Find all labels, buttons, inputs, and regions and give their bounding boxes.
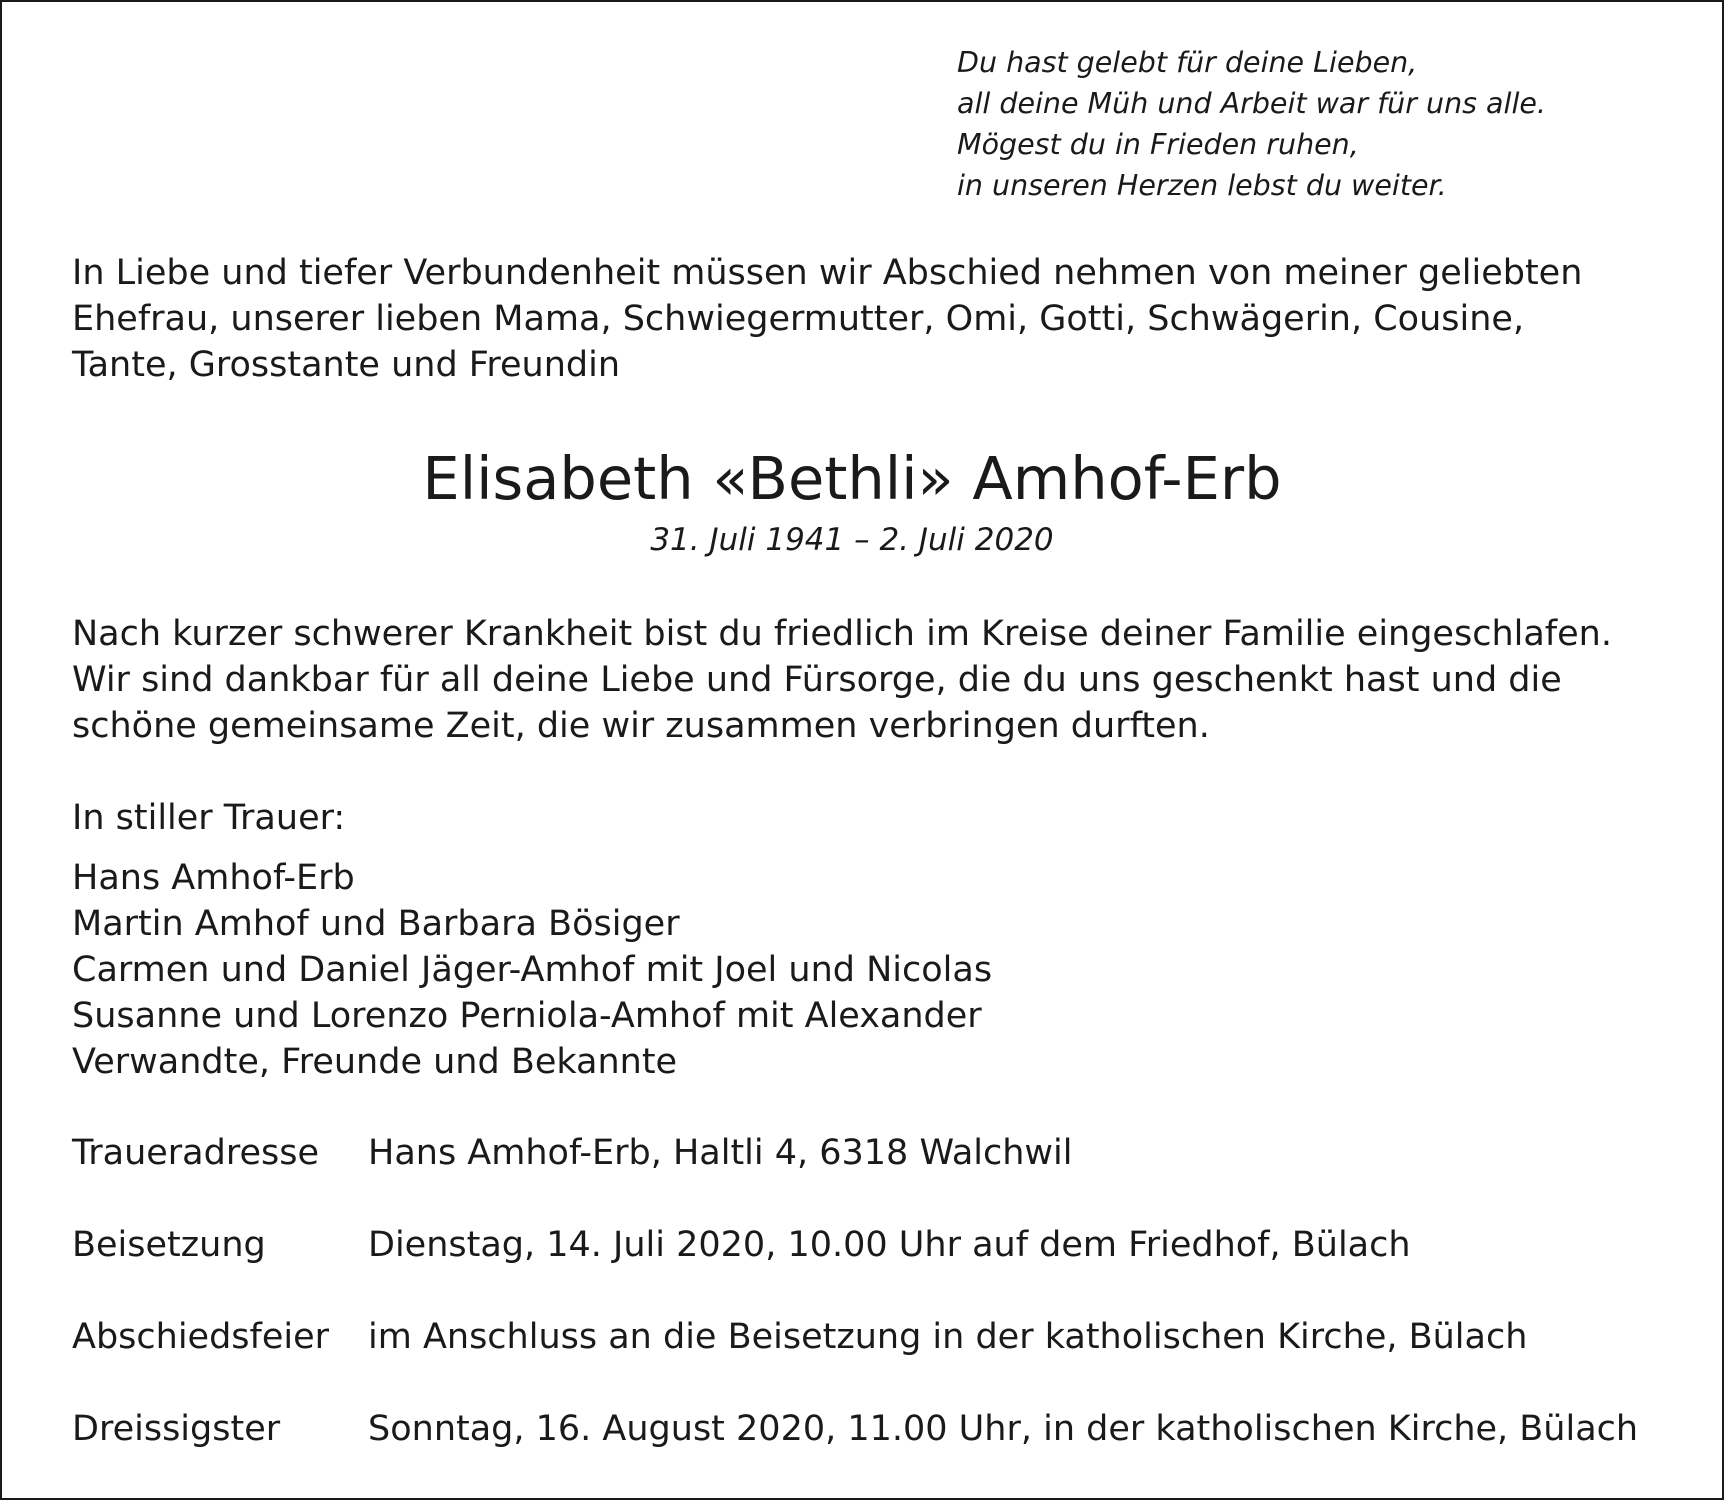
detail-label: Dreissigster bbox=[72, 1409, 281, 1449]
detail-value: Sonntag, 16. August 2020, 11.00 Uhr, in der katholischen Kirche, Bülach bbox=[368, 1409, 1639, 1449]
mourner-name: Verwandte, Freunde und Bekannte bbox=[72, 1042, 678, 1082]
mourner-name: Hans Amhof-Erb bbox=[72, 858, 355, 898]
detail-row-thirtieth-day-mass bbox=[72, 1406, 1638, 1498]
mourning-heading: In stiller Trauer: bbox=[72, 798, 346, 838]
poem-line: Mögest du in Frieden ruhen, bbox=[957, 128, 1359, 161]
poem-line: all deine Müh und Arbeit war für uns alle. bbox=[957, 87, 1546, 120]
message-line: Nach kurzer schwerer Krankheit bist du friedlich im Kreise deiner Familie eingeschlafen. bbox=[72, 614, 1612, 654]
message-line: Wir sind dankbar für all deine Liebe und Fürsorge, die du uns geschenkt hast und die bbox=[72, 660, 1562, 700]
intro-line: Ehefrau, unserer lieben Mama, Schwiegermutter, Omi, Gotti, Schwägerin, Cousine, bbox=[72, 299, 1525, 339]
intro-text bbox=[72, 250, 1582, 388]
farewell-message bbox=[72, 611, 1612, 749]
mourners-list bbox=[72, 855, 992, 1085]
service-details bbox=[72, 1130, 1638, 1498]
detail-row-address bbox=[72, 1130, 1638, 1222]
intro-line: In Liebe und tiefer Verbundenheit müssen wir Abschied nehmen von meiner geliebten bbox=[72, 253, 1583, 293]
detail-value: im Anschluss an die Beisetzung in der katholischen Kirche, Bülach bbox=[368, 1317, 1528, 1357]
message-line: schöne gemeinsame Zeit, die wir zusammen verbringen durften. bbox=[72, 706, 1210, 746]
detail-value: Dienstag, 14. Juli 2020, 10.00 Uhr auf dem Friedhof, Bülach bbox=[368, 1225, 1411, 1265]
poem bbox=[957, 42, 1546, 206]
detail-label: Traueradresse bbox=[72, 1133, 319, 1173]
life-dates: 31. Juli 1941 – 2. Juli 2020 bbox=[650, 522, 1054, 558]
mourner-name: Susanne und Lorenzo Perniola-Amhof mit Alexander bbox=[72, 996, 982, 1036]
poem-line: Du hast gelebt für deine Lieben, bbox=[957, 46, 1418, 79]
intro-line: Tante, Grosstante und Freundin bbox=[72, 345, 621, 385]
deceased-name: Elisabeth «Bethli» Amhof-Erb bbox=[422, 444, 1282, 513]
mourner-name: Martin Amhof und Barbara Bösiger bbox=[72, 904, 680, 944]
detail-label: Abschiedsfeier bbox=[72, 1317, 330, 1357]
detail-row-burial bbox=[72, 1222, 1638, 1314]
detail-value: Hans Amhof-Erb, Haltli 4, 6318 Walchwil bbox=[368, 1133, 1073, 1173]
poem-line: in unseren Herzen lebst du weiter. bbox=[957, 169, 1447, 202]
mourner-name: Carmen und Daniel Jäger-Amhof mit Joel und Nicolas bbox=[72, 950, 993, 990]
detail-label: Beisetzung bbox=[72, 1225, 266, 1265]
detail-row-farewell-service bbox=[72, 1314, 1638, 1406]
